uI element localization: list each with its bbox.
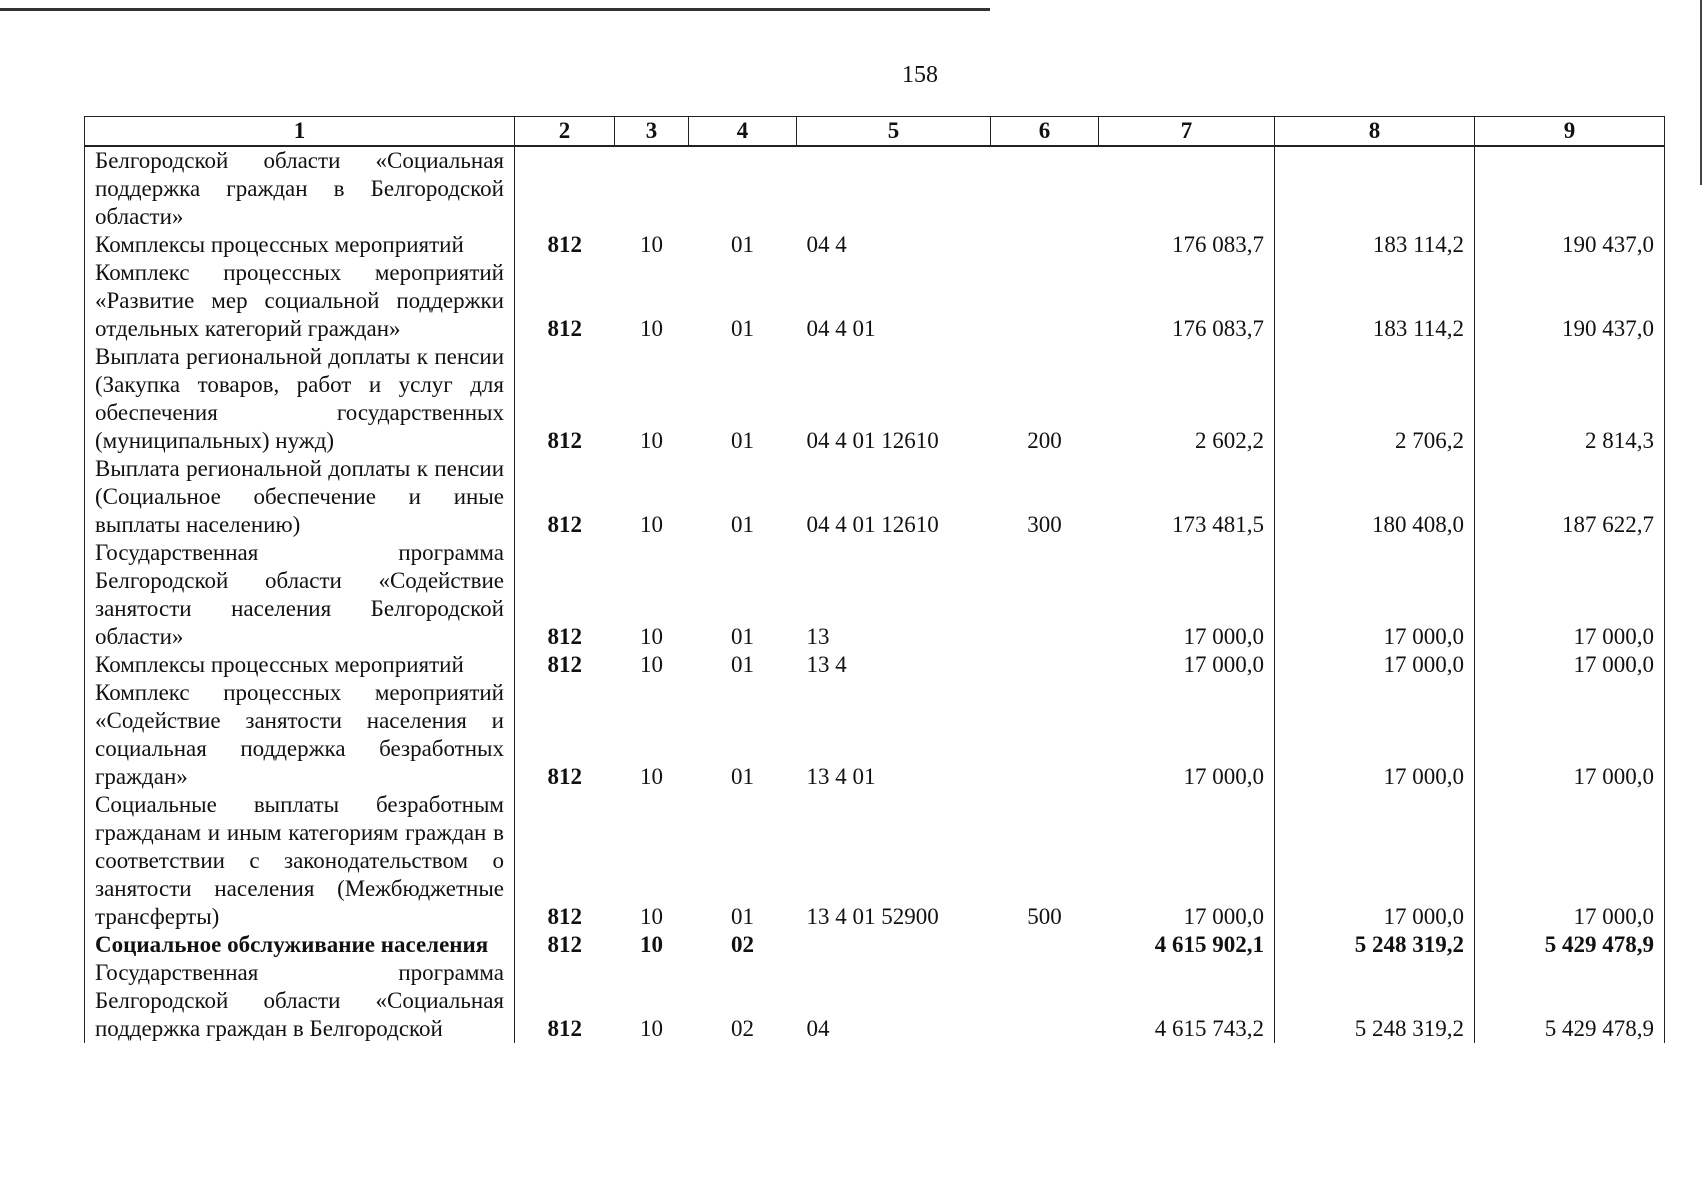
header-col-2: 2 xyxy=(515,117,615,147)
row-name: Социальные выплаты безработным гражданам и иным категориям граждан в соответствии с законодательством о занятости населения (Межбюджетные трансферты) xyxy=(85,791,515,931)
row-target-article: 13 4 xyxy=(806,652,847,677)
row-expense-type xyxy=(991,959,1099,1043)
table-row xyxy=(85,651,1665,679)
row-amount-2026: 183 114,2 xyxy=(1275,231,1475,259)
row-subsection: 01 xyxy=(731,652,754,677)
row-section: 10 xyxy=(640,904,663,929)
row-name: Выплата региональной доплаты к пенсии (Социальное обеспечение и иные выплаты населению) xyxy=(85,455,515,539)
row-amount-2026: 2 706,2 xyxy=(1275,343,1475,455)
table-row xyxy=(85,231,1665,259)
row-target-article: 04 4 xyxy=(806,232,847,257)
row-amount-2026: 17 000,0 xyxy=(1275,791,1475,931)
table-row xyxy=(85,455,1665,539)
row-amount-2026: 17 000,0 xyxy=(1275,539,1475,651)
row-amount-2027: 187 622,7 xyxy=(1475,455,1665,539)
row-amount-2027: 17 000,0 xyxy=(1475,651,1665,679)
row-section: 10 xyxy=(640,652,663,677)
row-section: 10 xyxy=(640,932,663,957)
row-target-article: 04 4 01 12610 xyxy=(806,512,939,537)
row-name: Комплекс процессных мероприятий «Развитие мер социальной поддержки отдельных категорий граждан» xyxy=(85,259,515,343)
row-amount-2027: 190 437,0 xyxy=(1475,231,1665,259)
row-target-article: 04 4 01 12610 xyxy=(806,428,939,453)
row-admin-code: 812 xyxy=(547,316,582,341)
row-amount-2025: 17 000,0 xyxy=(1099,539,1275,651)
row-admin-code: 812 xyxy=(547,428,582,453)
row-target-article: 13 xyxy=(806,624,830,649)
row-expense-type: 200 xyxy=(1027,428,1062,453)
row-amount-2025 xyxy=(1099,146,1275,231)
row-target-article: 13 4 01 xyxy=(806,764,876,789)
row-expense-type xyxy=(991,259,1099,343)
row-expense-type: 500 xyxy=(1027,904,1062,929)
row-section: 10 xyxy=(640,316,663,341)
row-target-article xyxy=(797,146,991,231)
row-subsection: 01 xyxy=(731,232,754,257)
row-amount-2025: 176 083,7 xyxy=(1099,259,1275,343)
row-expense-type xyxy=(991,651,1099,679)
row-amount-2027: 5 429 478,9 xyxy=(1475,931,1665,959)
row-name: Государственная программа Белгородской области «Социальная поддержка граждан в Белгородской xyxy=(85,959,515,1043)
row-subsection xyxy=(689,146,797,231)
row-amount-2026: 183 114,2 xyxy=(1275,259,1475,343)
row-amount-2025: 4 615 902,1 xyxy=(1099,931,1275,959)
row-section xyxy=(615,146,689,231)
table-row xyxy=(85,259,1665,343)
row-admin-code: 812 xyxy=(547,764,582,789)
row-amount-2027: 17 000,0 xyxy=(1475,791,1665,931)
row-subsection: 01 xyxy=(731,624,754,649)
row-subsection: 01 xyxy=(731,764,754,789)
header-col-8: 8 xyxy=(1275,117,1475,147)
table-row xyxy=(85,343,1665,455)
row-expense-type xyxy=(991,539,1099,651)
row-expense-type xyxy=(991,931,1099,959)
row-amount-2026: 5 248 319,2 xyxy=(1275,931,1475,959)
row-section: 10 xyxy=(640,1016,663,1041)
row-amount-2025: 17 000,0 xyxy=(1099,791,1275,931)
row-subsection: 01 xyxy=(731,904,754,929)
row-amount-2026 xyxy=(1275,146,1475,231)
row-name: Социальное обслуживание населения xyxy=(85,931,515,959)
scan-edge-right xyxy=(1700,0,1702,185)
row-admin-code: 812 xyxy=(547,232,582,257)
table-row xyxy=(85,931,1665,959)
table-row xyxy=(85,679,1665,791)
row-admin-code: 812 xyxy=(547,512,582,537)
row-subsection: 02 xyxy=(731,1016,754,1041)
row-section: 10 xyxy=(640,624,663,649)
row-expense-type xyxy=(991,231,1099,259)
row-admin-code: 812 xyxy=(547,652,582,677)
row-amount-2026: 5 248 319,2 xyxy=(1275,959,1475,1043)
row-section: 10 xyxy=(640,764,663,789)
row-expense-type xyxy=(991,679,1099,791)
row-admin-code xyxy=(515,146,615,231)
table-row xyxy=(85,959,1665,1043)
row-name: Комплексы процессных мероприятий xyxy=(85,651,515,679)
header-col-5: 5 xyxy=(797,117,991,147)
row-subsection: 01 xyxy=(731,512,754,537)
row-name: Белгородской области «Социальная поддержка граждан в Белгородской области» xyxy=(85,146,515,231)
page-number: 158 xyxy=(902,62,938,88)
row-amount-2025: 17 000,0 xyxy=(1099,679,1275,791)
row-name: Комплекс процессных мероприятий «Содействие занятости населения и социальная поддержка безработных граждан» xyxy=(85,679,515,791)
header-col-6: 6 xyxy=(991,117,1099,147)
row-admin-code: 812 xyxy=(547,932,582,957)
row-amount-2026: 17 000,0 xyxy=(1275,651,1475,679)
row-amount-2025: 4 615 743,2 xyxy=(1099,959,1275,1043)
row-section: 10 xyxy=(640,512,663,537)
row-target-article: 13 4 01 52900 xyxy=(806,904,939,929)
row-amount-2025: 173 481,5 xyxy=(1099,455,1275,539)
row-section: 10 xyxy=(640,232,663,257)
row-target-article: 04 4 01 xyxy=(806,316,876,341)
row-name: Комплексы процессных мероприятий xyxy=(85,231,515,259)
table-header-row xyxy=(85,117,1665,147)
row-subsection: 01 xyxy=(731,428,754,453)
row-amount-2027: 190 437,0 xyxy=(1475,259,1665,343)
row-expense-type xyxy=(991,146,1099,231)
row-name: Государственная программа Белгородской области «Содействие занятости населения Белгородской области» xyxy=(85,539,515,651)
row-subsection: 01 xyxy=(731,316,754,341)
row-amount-2025: 17 000,0 xyxy=(1099,651,1275,679)
row-admin-code: 812 xyxy=(547,624,582,649)
row-admin-code: 812 xyxy=(547,904,582,929)
row-amount-2026: 180 408,0 xyxy=(1275,455,1475,539)
table-row xyxy=(85,791,1665,931)
header-col-4: 4 xyxy=(689,117,797,147)
row-amount-2025: 176 083,7 xyxy=(1099,231,1275,259)
row-amount-2027: 17 000,0 xyxy=(1475,539,1665,651)
scan-edge-top xyxy=(0,8,990,11)
row-expense-type: 300 xyxy=(1027,512,1062,537)
row-target-article: 04 xyxy=(806,1016,830,1041)
table-row xyxy=(85,539,1665,651)
row-subsection: 02 xyxy=(731,932,754,957)
row-amount-2026: 17 000,0 xyxy=(1275,679,1475,791)
header-col-1: 1 xyxy=(85,117,515,147)
table-row xyxy=(85,146,1665,231)
row-section: 10 xyxy=(640,428,663,453)
row-target-article xyxy=(797,931,991,959)
row-amount-2027: 17 000,0 xyxy=(1475,679,1665,791)
header-col-9: 9 xyxy=(1475,117,1665,147)
row-amount-2027: 2 814,3 xyxy=(1475,343,1665,455)
row-amount-2027: 5 429 478,9 xyxy=(1475,959,1665,1043)
row-amount-2025: 2 602,2 xyxy=(1099,343,1275,455)
row-admin-code: 812 xyxy=(547,1016,582,1041)
row-name: Выплата региональной доплаты к пенсии (Закупка товаров, работ и услуг для обеспечения государственных (муниципальных) нужд) xyxy=(85,343,515,455)
row-amount-2027 xyxy=(1475,146,1665,231)
budget-table xyxy=(84,116,1665,1043)
header-col-3: 3 xyxy=(615,117,689,147)
header-col-7: 7 xyxy=(1099,117,1275,147)
